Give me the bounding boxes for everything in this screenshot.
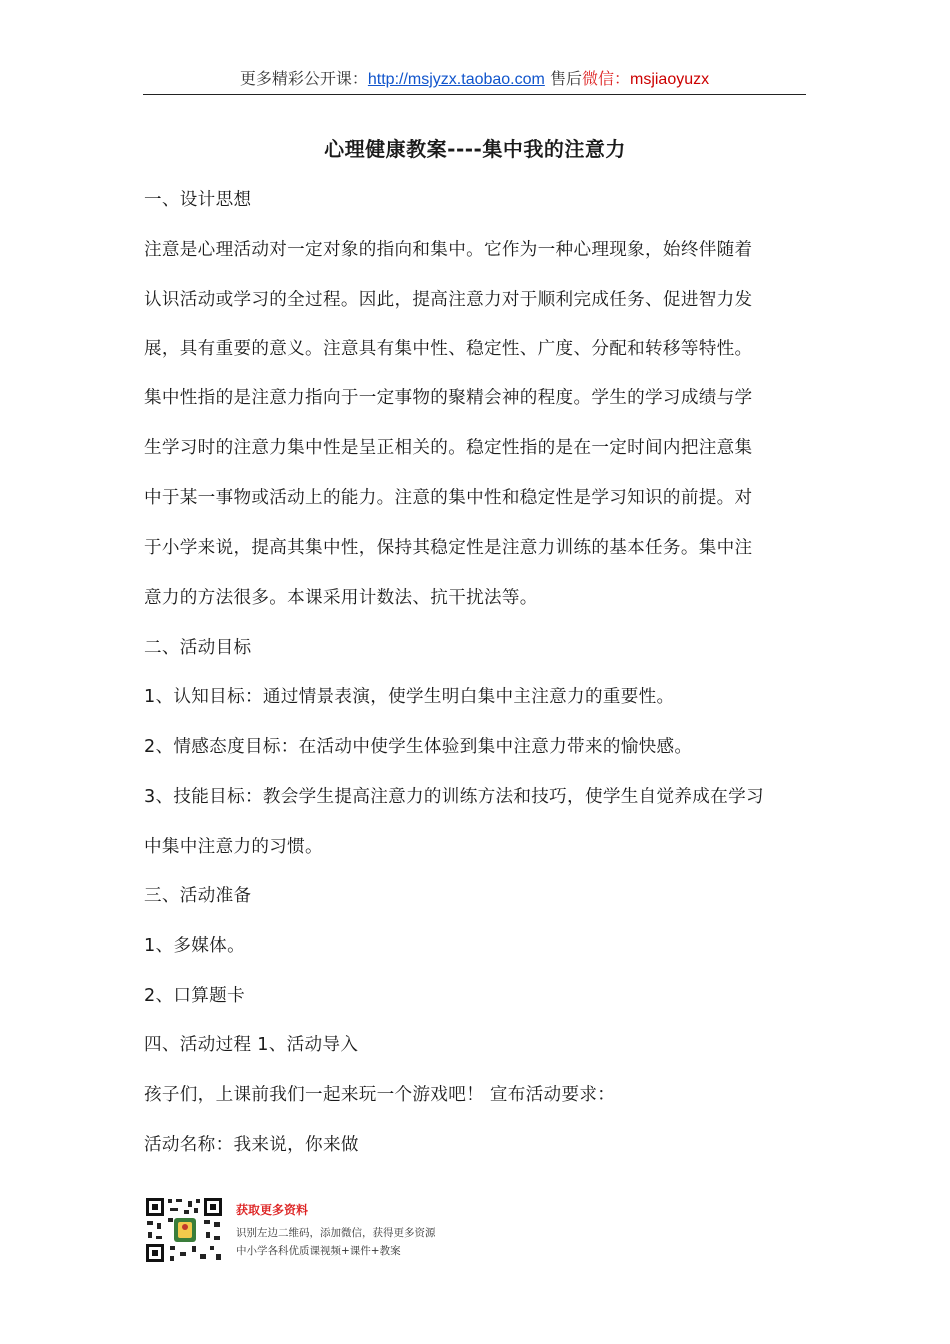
list-item: 3、技能目标：教会学生提高注意力的训练方法和技巧，使学生自觉养成在学习	[144, 787, 764, 807]
paragraph-line: 于小学来说，提高其集中性，保持其稳定性是注意力训练的基本任务。集中注	[144, 538, 753, 558]
paragraph-line: 展，具有重要的意义。注意具有集中性、稳定性、广度、分配和转移等特性。	[144, 339, 753, 359]
shop-link[interactable]: http://msjyzx.taobao.com	[367, 71, 545, 88]
list-item-continued: 中集中注意力的习惯。	[144, 837, 323, 857]
after-sale-label: 售后	[549, 69, 582, 88]
wechat-label: 微信：	[581, 69, 630, 88]
section-heading: 一、设计思想	[144, 190, 252, 210]
footer-promo	[144, 1196, 474, 1268]
paragraph-line: 生学习时的注意力集中性是呈正相关的。稳定性指的是在一定时间内把注意集	[144, 438, 753, 458]
footer-line-1: 识别左边二维码，添加微信，获得更多资源	[236, 1227, 436, 1239]
list-item: 2、情感态度目标：在活动中使学生体验到集中注意力带来的愉快感。	[144, 737, 693, 757]
qr-code-icon[interactable]	[144, 1196, 224, 1264]
paragraph-line: 注意是心理活动对一定对象的指向和集中。它作为一种心理现象，始终伴随着	[144, 240, 753, 260]
paragraph-line: 孩子们，上课前我们一起来玩一个游戏吧！ 宣布活动要求：	[144, 1085, 616, 1105]
document-title: 心理健康教案----集中我的注意力	[324, 137, 626, 161]
wechat-id: msjiaoyuzx	[629, 71, 710, 88]
section-heading: 四、活动过程 1、活动导入	[144, 1035, 359, 1055]
footer-headline: 获取更多资料	[236, 1203, 309, 1217]
section-heading: 二、活动目标	[144, 638, 252, 658]
paragraph-line: 意力的方法很多。本课采用计数法、抗干扰法等。	[144, 588, 538, 608]
section-heading: 三、活动准备	[144, 886, 252, 906]
header-prefix: 更多精彩公开课：	[239, 69, 368, 88]
footer-line-2: 中小学各科优质课视频+课件+教案	[236, 1245, 401, 1257]
paragraph-line: 认识活动或学习的全过程。因此，提高注意力对于顺利完成任务、促进智力发	[144, 290, 753, 310]
list-item: 2、口算题卡	[144, 986, 245, 1006]
paragraph-line: 集中性指的是注意力指向于一定事物的聚精会神的程度。学生的学习成绩与学	[144, 388, 753, 408]
page-header	[143, 66, 806, 95]
list-item: 1、多媒体。	[144, 936, 245, 956]
paragraph-line: 活动名称：我来说，你来做	[144, 1135, 359, 1155]
paragraph-line: 中于某一事物或活动上的能力。注意的集中性和稳定性是学习知识的前提。对	[144, 488, 753, 508]
list-item: 1、认知目标：通过情景表演，使学生明白集中主注意力的重要性。	[144, 687, 675, 707]
